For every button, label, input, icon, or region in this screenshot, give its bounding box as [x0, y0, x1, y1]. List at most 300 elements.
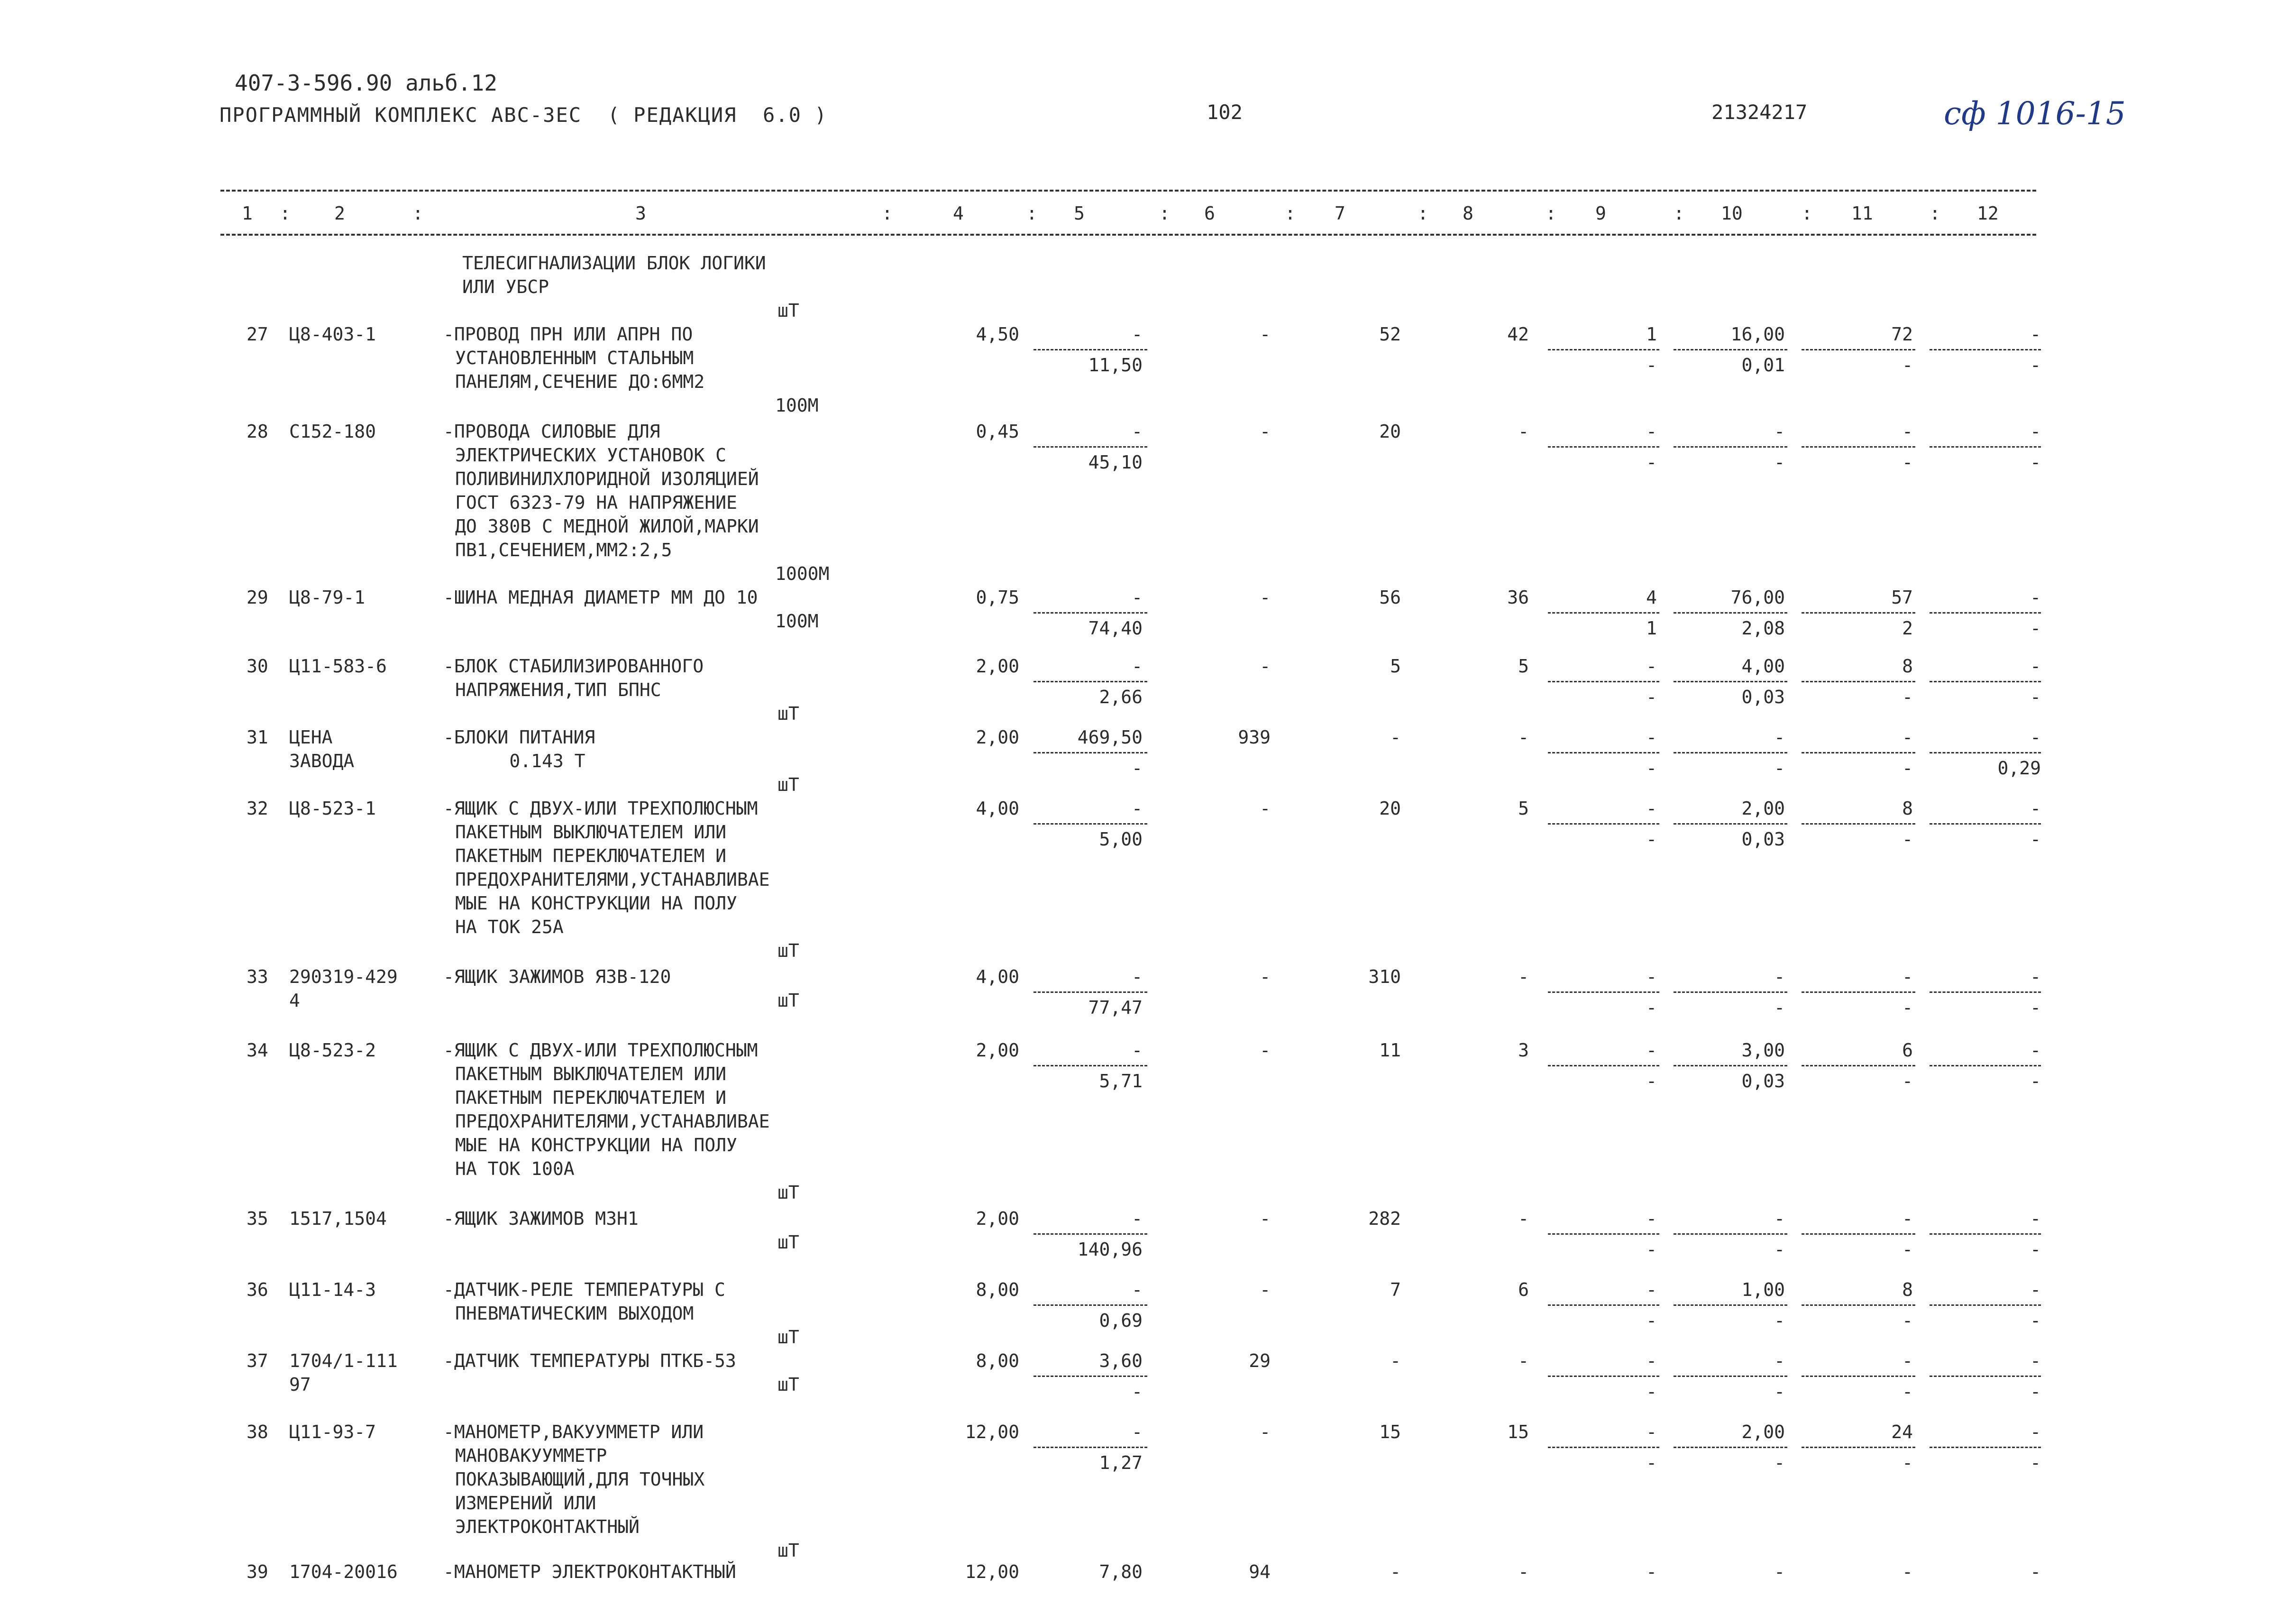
cell-c4: 2,00 — [976, 1208, 1019, 1229]
cell-c5: - — [1132, 1040, 1143, 1061]
column-separator: : — [1026, 203, 1037, 224]
cell-r11: - — [1902, 829, 1913, 850]
row-subrule — [1674, 1447, 1787, 1448]
cell-c5-second: 77,47 — [1088, 997, 1143, 1018]
row-subrule — [1674, 1233, 1787, 1235]
row-description-line: -ШИНА МЕДНАЯ ДИАМЕТР ММ ДО 10 — [443, 587, 758, 608]
row-description-line: НАПРЯЖЕНИЯ,ТИП БПНС — [455, 679, 661, 700]
cell-c9: - — [1646, 1279, 1657, 1300]
row-description-line: НА ТОК 100А — [455, 1158, 575, 1179]
row-subrule — [1548, 349, 1659, 350]
row-subrule — [1548, 823, 1659, 825]
row-unit: шТ — [778, 1327, 799, 1348]
cell-c8: 15 — [1507, 1422, 1529, 1442]
cell-c6: - — [1260, 1422, 1271, 1442]
cell-r11: - — [1902, 452, 1913, 473]
row-code: Ц8-403-1 — [289, 324, 376, 345]
column-separator: : — [1418, 203, 1428, 224]
row-number: 31 — [247, 727, 268, 748]
row-subrule — [1674, 1304, 1787, 1306]
cell-c9: - — [1646, 1561, 1657, 1582]
cell-r10: - — [1774, 452, 1785, 473]
cell-c7: 282 — [1368, 1208, 1401, 1229]
row-description-line: НА ТОК 25А — [455, 917, 564, 937]
cell-c7: 52 — [1379, 324, 1401, 345]
col5-subrule — [1034, 1376, 1147, 1377]
row-description-line: ПРЕДОХРАНИТЕЛЯМИ,УСТАНАВЛИВАЕ — [455, 1111, 770, 1132]
header-rule-bottom — [220, 234, 2036, 236]
cell-c5: - — [1132, 656, 1143, 677]
row-subrule — [1548, 1447, 1659, 1448]
cell-c9: - — [1646, 727, 1657, 748]
cell-r11: - — [1902, 355, 1913, 376]
cell-c11: - — [1902, 1350, 1913, 1371]
column-header-10: 10 — [1721, 203, 1743, 224]
cell-r10: - — [1774, 1452, 1785, 1473]
cell-c7: 11 — [1379, 1040, 1401, 1061]
row-subrule — [1930, 349, 2041, 350]
column-separator: : — [882, 203, 893, 224]
cell-r10: 0,03 — [1741, 1071, 1785, 1092]
cell-r12: - — [2030, 1452, 2041, 1473]
row-description-line: ПОЛИВИНИЛХЛОРИДНОЙ ИЗОЛЯЦИЕЙ — [455, 468, 759, 489]
row-description-line: -МАНОМЕТР,ВАКУУММЕТР ИЛИ — [443, 1422, 704, 1442]
row-subrule — [1674, 612, 1787, 614]
row-subrule — [1930, 823, 2041, 825]
cell-c9: - — [1646, 421, 1657, 442]
cell-c5-second: - — [1132, 1381, 1143, 1402]
cell-c7: 20 — [1379, 798, 1401, 819]
row-description-line: ПАКЕТНЫМ ВЫКЛЮЧАТЕЛЕМ ИЛИ — [455, 1064, 726, 1084]
cell-c8: - — [1518, 1208, 1529, 1229]
col5-subrule — [1034, 1065, 1147, 1066]
row-subrule — [1548, 1065, 1659, 1066]
cell-r12: - — [2030, 1310, 2041, 1331]
cell-c10: - — [1774, 966, 1785, 987]
col5-subrule — [1034, 446, 1147, 448]
cell-r10: - — [1774, 758, 1785, 779]
row-unit: 1000М — [775, 563, 830, 584]
row-subrule — [1802, 612, 1915, 614]
row-unit: шТ — [778, 990, 799, 1011]
cell-r12: - — [2030, 1071, 2041, 1092]
cell-c10: 2,00 — [1741, 798, 1785, 819]
cell-c8: 6 — [1518, 1279, 1529, 1300]
cell-c4: 0,75 — [976, 587, 1019, 608]
cell-c5-second: 1,27 — [1099, 1452, 1143, 1473]
column-separator: : — [1159, 203, 1170, 224]
row-subrule — [1930, 1447, 2041, 1448]
row-subrule — [1930, 681, 2041, 682]
cell-c5-second: 74,40 — [1088, 618, 1143, 639]
cell-c6: - — [1260, 421, 1271, 442]
row-subrule — [1674, 1065, 1787, 1066]
cell-r9: - — [1646, 997, 1657, 1018]
row-subrule — [1802, 991, 1915, 993]
column-separator: : — [1930, 203, 1940, 224]
cell-c11: - — [1902, 1561, 1913, 1582]
cell-c7: 7 — [1390, 1279, 1401, 1300]
column-header-3: 3 — [635, 203, 646, 224]
cell-c5: 469,50 — [1077, 727, 1143, 748]
cell-c5: - — [1132, 1422, 1143, 1442]
cell-c4: 4,00 — [976, 798, 1019, 819]
row-description-line: -БЛОКИ ПИТАНИЯ — [443, 727, 595, 748]
row-description-line: МЫЕ НА КОНСТРУКЦИИ НА ПОЛУ — [455, 893, 737, 914]
cell-c12: - — [2030, 798, 2041, 819]
col5-subrule — [1034, 1304, 1147, 1306]
cell-r9: - — [1646, 1452, 1657, 1473]
cell-c12: - — [2030, 1350, 2041, 1371]
cell-c6: - — [1260, 1208, 1271, 1229]
cell-r10: 0,03 — [1741, 687, 1785, 707]
cell-c5: - — [1132, 966, 1143, 987]
col5-subrule — [1034, 681, 1147, 682]
cell-r9: - — [1646, 758, 1657, 779]
cell-c8: - — [1518, 1350, 1529, 1371]
cell-c7: - — [1390, 727, 1401, 748]
row-description-line: -ДАТЧИК-РЕЛЕ ТЕМПЕРАТУРЫ С — [443, 1279, 725, 1300]
column-separator: : — [1546, 203, 1556, 224]
row-description-line: -МАНОМЕТР ЭЛЕКТРОКОНТАКТНЫЙ — [443, 1561, 736, 1582]
row-description-line: 0.143 Т — [455, 751, 585, 771]
row-number: 33 — [247, 966, 268, 987]
cell-c7: 56 — [1379, 587, 1401, 608]
row-code: ЦЕНА — [289, 727, 333, 748]
cell-c7: - — [1390, 1350, 1401, 1371]
cell-c5: - — [1132, 1208, 1143, 1229]
cell-c4: 8,00 — [976, 1279, 1019, 1300]
cell-c9: 4 — [1646, 587, 1657, 608]
cell-c12: - — [2030, 656, 2041, 677]
row-unit: шТ — [778, 1540, 799, 1561]
cell-c6: - — [1260, 324, 1271, 345]
cell-r11: - — [1902, 1452, 1913, 1473]
column-header-5: 5 — [1074, 203, 1085, 224]
row-subrule — [1548, 1376, 1659, 1377]
cell-r9: - — [1646, 1310, 1657, 1331]
cell-c5: - — [1132, 1279, 1143, 1300]
col5-subrule — [1034, 752, 1147, 753]
cell-r12: - — [2030, 997, 2041, 1018]
cell-r11: - — [1902, 997, 1913, 1018]
row-unit: шТ — [778, 774, 799, 795]
cell-c6: - — [1260, 587, 1271, 608]
row-description-line: ЭЛЕКТРИЧЕСКИХ УСТАНОВОК С — [455, 445, 726, 466]
cell-r11: - — [1902, 1071, 1913, 1092]
cell-c8: 36 — [1507, 587, 1529, 608]
cell-r11: - — [1902, 687, 1913, 707]
row-code: 290319-429 — [289, 966, 398, 987]
column-header-12: 12 — [1977, 203, 1999, 224]
cell-c9: - — [1646, 798, 1657, 819]
cell-c12: - — [2030, 1561, 2041, 1582]
cell-c7: 20 — [1379, 421, 1401, 442]
cell-c9: - — [1646, 1040, 1657, 1061]
handwritten-mark: сф 1016-15 — [1944, 95, 2126, 132]
cell-c8: - — [1518, 966, 1529, 987]
row-code: 1517,1504 — [289, 1208, 387, 1229]
row-unit: 100М — [775, 611, 819, 632]
row-unit: шТ — [778, 300, 799, 321]
row-number: 32 — [247, 798, 268, 819]
cell-r12: - — [2030, 618, 2041, 639]
cell-c11: 8 — [1902, 798, 1913, 819]
row-description-line: -ПРОВОД ПРН ИЛИ АПРН ПО — [443, 324, 693, 345]
row-description-line: ГОСТ 6323-79 НА НАПРЯЖЕНИЕ — [455, 492, 737, 513]
cell-c5-second: 2,66 — [1099, 687, 1143, 707]
row-subrule — [1548, 991, 1659, 993]
row-description-line: ПАНЕЛЯМ,СЕЧЕНИЕ ДО:6ММ2 — [455, 371, 705, 392]
row-description-line: ТЕЛЕСИГНАЛИЗАЦИИ БЛОК ЛОГИКИ — [462, 253, 766, 274]
row-subrule — [1548, 1304, 1659, 1306]
cell-c8: - — [1518, 1561, 1529, 1582]
row-code: Ц8-523-2 — [289, 1040, 376, 1061]
cell-r9: - — [1646, 1071, 1657, 1092]
row-code: ЗАВОДА — [289, 751, 355, 771]
row-code: С152-180 — [289, 421, 376, 442]
cell-c4: 2,00 — [976, 656, 1019, 677]
row-subrule — [1930, 612, 2041, 614]
row-description-line: ПОКАЗЫВАЮЩИЙ,ДЛЯ ТОЧНЫХ — [455, 1469, 705, 1490]
cell-r11: - — [1902, 1381, 1913, 1402]
row-subrule — [1930, 1065, 2041, 1066]
cell-r10: 0,01 — [1741, 355, 1785, 376]
row-description-line: -ЯЩИК С ДВУХ-ИЛИ ТРЕХПОЛЮСНЫМ — [443, 798, 758, 819]
program-line: ПРОГРАММНЫЙ КОМПЛЕКС АВС-ЗЕС ( РЕДАКЦИЯ 6.0 ) — [220, 103, 828, 127]
cell-c6: 94 — [1249, 1561, 1271, 1582]
cell-c7: 15 — [1379, 1422, 1401, 1442]
row-code: Ц8-79-1 — [289, 587, 366, 608]
column-header-11: 11 — [1851, 203, 1873, 224]
row-subrule — [1930, 1304, 2041, 1306]
cell-c8: - — [1518, 421, 1529, 442]
cell-c4: 8,00 — [976, 1350, 1019, 1371]
row-subrule — [1802, 1376, 1915, 1377]
col5-subrule — [1034, 1233, 1147, 1235]
cell-c11: 8 — [1902, 656, 1913, 677]
row-description-line: -ЯЩИК С ДВУХ-ИЛИ ТРЕХПОЛЮСНЫМ — [443, 1040, 758, 1061]
cell-c9: - — [1646, 1208, 1657, 1229]
row-number: 29 — [247, 587, 268, 608]
cell-c4: 0,45 — [976, 421, 1019, 442]
row-description-line: -БЛОК СТАБИЛИЗИРОВАННОГО — [443, 656, 704, 677]
cell-c11: - — [1902, 421, 1913, 442]
cell-c12: - — [2030, 1279, 2041, 1300]
cell-c5-second: 140,96 — [1077, 1239, 1143, 1260]
row-description-line: ПНЕВМАТИЧЕСКИМ ВЫХОДОМ — [455, 1303, 694, 1324]
cell-c6: - — [1260, 798, 1271, 819]
row-unit: 100М — [775, 395, 819, 416]
row-code: 97 — [289, 1374, 311, 1395]
row-description-line: ДО 380В С МЕДНОЙ ЖИЛОЙ,МАРКИ — [455, 516, 759, 537]
header-rule-top — [220, 190, 2036, 192]
cell-r10: - — [1774, 1239, 1785, 1260]
column-header-6: 6 — [1204, 203, 1215, 224]
col5-subrule — [1034, 349, 1147, 350]
column-separator: : — [1285, 203, 1296, 224]
cell-c12: - — [2030, 324, 2041, 345]
row-description-line: ПАКЕТНЫМ ПЕРЕКЛЮЧАТЕЛЕМ И — [455, 845, 726, 866]
cell-c8: 5 — [1518, 798, 1529, 819]
cell-c11: 57 — [1891, 587, 1913, 608]
cell-r12: - — [2030, 1381, 2041, 1402]
row-code: Ц8-523-1 — [289, 798, 376, 819]
row-subrule — [1802, 1065, 1915, 1066]
row-code: 4 — [289, 990, 300, 1011]
cell-c11: 24 — [1891, 1422, 1913, 1442]
cell-r9: - — [1646, 1239, 1657, 1260]
cell-c6: - — [1260, 966, 1271, 987]
column-separator: : — [1674, 203, 1684, 224]
row-subrule — [1930, 1233, 2041, 1235]
row-subrule — [1802, 823, 1915, 825]
cell-c10: - — [1774, 1350, 1785, 1371]
cell-c12: - — [2030, 1208, 2041, 1229]
row-description-line: -ЯЩИК ЗАЖИМОВ ЯЗВ-120 — [443, 966, 671, 987]
cell-c12: - — [2030, 1040, 2041, 1061]
row-subrule — [1548, 446, 1659, 448]
cell-c11: 8 — [1902, 1279, 1913, 1300]
row-number: 38 — [247, 1422, 268, 1442]
row-number: 36 — [247, 1279, 268, 1300]
cell-c4: 2,00 — [976, 1040, 1019, 1061]
row-unit: шТ — [778, 940, 799, 961]
row-description-line: ПВ1,СЕЧЕНИЕМ,ММ2:2,5 — [455, 540, 672, 560]
row-subrule — [1674, 752, 1787, 753]
cell-r11: 2 — [1902, 618, 1913, 639]
column-separator: : — [412, 203, 423, 224]
cell-c4: 2,00 — [976, 727, 1019, 748]
cell-c10: 3,00 — [1741, 1040, 1785, 1061]
row-description-line: МЫЕ НА КОНСТРУКЦИИ НА ПОЛУ — [455, 1135, 737, 1156]
page-number: 102 — [1207, 101, 1243, 124]
cell-c6: 29 — [1249, 1350, 1271, 1371]
cell-c8: 42 — [1507, 324, 1529, 345]
cell-c9: - — [1646, 1350, 1657, 1371]
cell-c5-second: 0,69 — [1099, 1310, 1143, 1331]
row-description-line: ПРЕДОХРАНИТЕЛЯМИ,УСТАНАВЛИВАЕ — [455, 869, 770, 890]
cell-c5: - — [1132, 324, 1143, 345]
row-subrule — [1674, 991, 1787, 993]
cell-r9: - — [1646, 829, 1657, 850]
row-subrule — [1802, 1447, 1915, 1448]
cell-c10: 76,00 — [1730, 587, 1785, 608]
cell-r9: - — [1646, 1381, 1657, 1402]
cell-r9: - — [1646, 355, 1657, 376]
col5-subrule — [1034, 1447, 1147, 1448]
col5-subrule — [1034, 612, 1147, 614]
row-code: Ц11-14-3 — [289, 1279, 376, 1300]
row-description-line: ПАКЕТНЫМ ПЕРЕКЛЮЧАТЕЛЕМ И — [455, 1087, 726, 1108]
cell-c4: 12,00 — [965, 1561, 1019, 1582]
cell-c12: - — [2030, 1422, 2041, 1442]
col5-subrule — [1034, 823, 1147, 825]
cell-c8: 5 — [1518, 656, 1529, 677]
doc-number: 21324217 — [1711, 101, 1808, 124]
cell-c5-second: 5,00 — [1099, 829, 1143, 850]
column-separator: : — [280, 203, 291, 224]
cell-c10: 2,00 — [1741, 1422, 1785, 1442]
cell-c6: - — [1260, 656, 1271, 677]
cell-c4: 4,00 — [976, 966, 1019, 987]
row-subrule — [1674, 446, 1787, 448]
cell-r9: - — [1646, 687, 1657, 707]
cell-r11: - — [1902, 1310, 1913, 1331]
row-unit: шТ — [778, 1182, 799, 1203]
row-subrule — [1802, 349, 1915, 350]
row-number: 37 — [247, 1350, 268, 1371]
cell-c7: 310 — [1368, 966, 1401, 987]
row-description-line: ЭЛЕКТРОКОНТАКТНЫЙ — [455, 1516, 640, 1537]
row-number: 27 — [247, 324, 268, 345]
cell-r9: 1 — [1646, 618, 1657, 639]
row-subrule — [1930, 752, 2041, 753]
cell-r12: - — [2030, 1239, 2041, 1260]
column-header-2: 2 — [334, 203, 345, 224]
cell-c5: 3,60 — [1099, 1350, 1143, 1371]
cell-c6: - — [1260, 1040, 1271, 1061]
cell-c10: 4,00 — [1741, 656, 1785, 677]
cell-c5-second: 45,10 — [1088, 452, 1143, 473]
cell-c9: - — [1646, 1422, 1657, 1442]
column-header-1: 1 — [242, 203, 253, 224]
row-unit: шТ — [778, 1374, 799, 1395]
row-description-line: УСТАНОВЛЕННЫМ СТАЛЬНЫМ — [455, 348, 694, 368]
cell-c10: - — [1774, 727, 1785, 748]
cell-r12: - — [2030, 355, 2041, 376]
cell-c5-second: - — [1132, 758, 1143, 779]
cell-c5-second: 5,71 — [1099, 1071, 1143, 1092]
row-subrule — [1548, 681, 1659, 682]
cell-c11: - — [1902, 1208, 1913, 1229]
cell-c10: - — [1774, 1561, 1785, 1582]
row-subrule — [1930, 991, 2041, 993]
cell-r11: - — [1902, 1239, 1913, 1260]
cell-c12: - — [2030, 966, 2041, 987]
cell-r10: 0,03 — [1741, 829, 1785, 850]
cell-c5: - — [1132, 587, 1143, 608]
cell-r10: - — [1774, 1310, 1785, 1331]
cell-r12: - — [2030, 452, 2041, 473]
cell-c10: 1,00 — [1741, 1279, 1785, 1300]
row-description-line: ИЗМЕРЕНИЙ ИЛИ — [455, 1493, 596, 1514]
cell-c7: 5 — [1390, 656, 1401, 677]
row-subrule — [1802, 752, 1915, 753]
row-number: 30 — [247, 656, 268, 677]
cell-c5: - — [1132, 421, 1143, 442]
cell-c11: 72 — [1891, 324, 1913, 345]
row-description-line: ИЛИ УБСР — [462, 276, 549, 297]
cell-r12: - — [2030, 687, 2041, 707]
row-number: 28 — [247, 421, 268, 442]
cell-c11: - — [1902, 727, 1913, 748]
row-subrule — [1930, 1376, 2041, 1377]
cell-c4: 4,50 — [976, 324, 1019, 345]
cell-c9: 1 — [1646, 324, 1657, 345]
row-code: Ц11-583-6 — [289, 656, 387, 677]
row-code: Ц11-93-7 — [289, 1422, 376, 1442]
row-description-line: ПАКЕТНЫМ ВЫКЛЮЧАТЕЛЕМ ИЛИ — [455, 822, 726, 843]
cell-r12: - — [2030, 829, 2041, 850]
row-subrule — [1930, 446, 2041, 448]
row-subrule — [1802, 1233, 1915, 1235]
col5-subrule — [1034, 991, 1147, 993]
cell-c6: - — [1260, 1279, 1271, 1300]
cell-c12: - — [2030, 727, 2041, 748]
row-description-line: -ЯЩИК ЗАЖИМОВ МЗН1 — [443, 1208, 639, 1229]
row-number: 34 — [247, 1040, 268, 1061]
